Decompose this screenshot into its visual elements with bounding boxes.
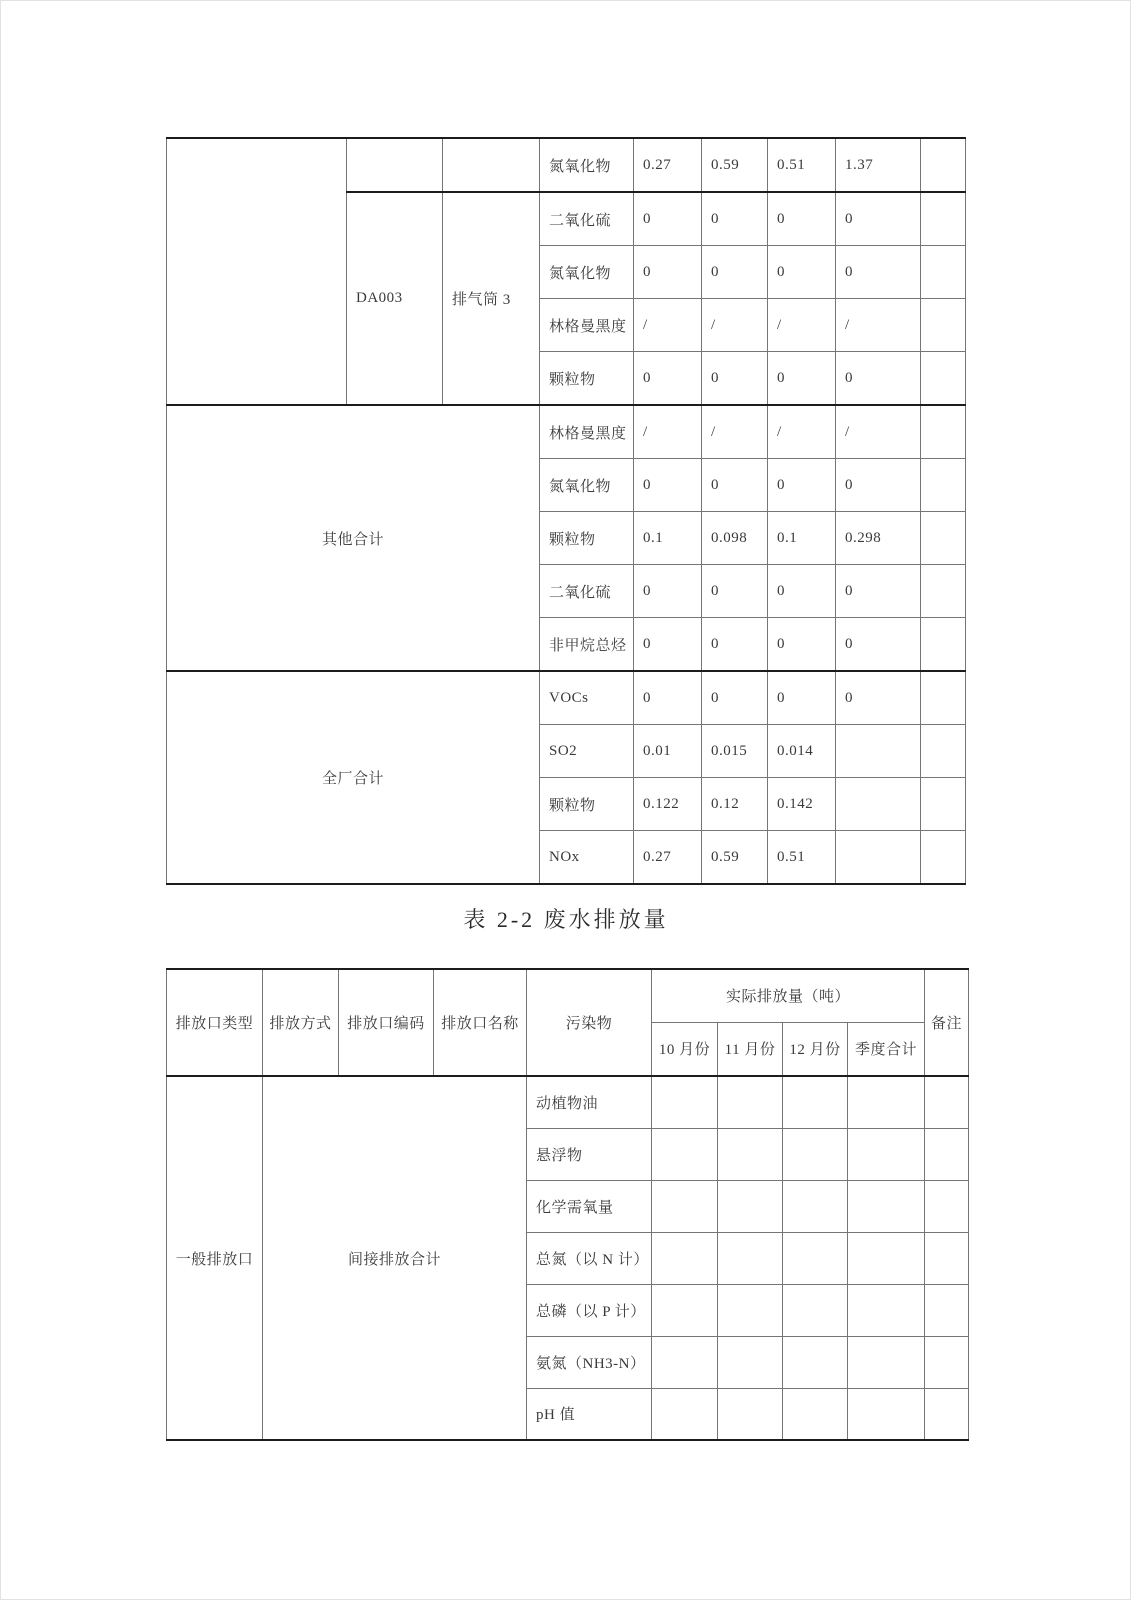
pollutant-cell: 总磷（以 P 计） xyxy=(527,1284,652,1336)
header-month-dec: 12 月份 xyxy=(783,1022,848,1076)
value-cell: 0.59 xyxy=(702,138,768,192)
remark-cell xyxy=(921,138,966,192)
remark-cell xyxy=(925,1128,969,1180)
value-cell: 0 xyxy=(836,192,921,246)
outlet-code-cell: DA003 xyxy=(347,192,443,405)
value-cell: / xyxy=(702,299,768,352)
value-cell xyxy=(718,1388,783,1440)
value-cell xyxy=(783,1284,848,1336)
value-cell: 0.27 xyxy=(634,831,702,885)
value-cell: 0 xyxy=(634,565,702,618)
value-cell: 0 xyxy=(836,565,921,618)
value-cell: 0 xyxy=(836,352,921,406)
value-cell xyxy=(652,1128,718,1180)
value-cell xyxy=(652,1388,718,1440)
value-cell xyxy=(848,1336,925,1388)
value-cell: 0 xyxy=(634,192,702,246)
header-outlet-code: 排放口编码 xyxy=(339,969,434,1076)
remark-cell xyxy=(925,1284,969,1336)
value-cell xyxy=(848,1388,925,1440)
value-cell xyxy=(836,778,921,831)
pollutant-cell: 颗粒物 xyxy=(540,778,634,831)
outlet-type-cell xyxy=(167,138,347,405)
value-cell: 0 xyxy=(768,565,836,618)
remark-cell xyxy=(921,512,966,565)
pollutant-cell: 非甲烷总烃 xyxy=(540,618,634,672)
value-cell: / xyxy=(768,299,836,352)
pollutant-cell: 颗粒物 xyxy=(540,512,634,565)
value-cell: / xyxy=(634,299,702,352)
value-cell: 0 xyxy=(768,352,836,406)
wastewater-emission-table xyxy=(166,968,969,1441)
value-cell: 0.01 xyxy=(634,725,702,778)
value-cell: 0 xyxy=(702,565,768,618)
header-actual-emission: 实际排放量（吨） xyxy=(652,969,925,1022)
header-quarter-total: 季度合计 xyxy=(848,1022,925,1076)
value-cell: 0.014 xyxy=(768,725,836,778)
value-cell: 0.098 xyxy=(702,512,768,565)
total-label-cell: 间接排放合计 xyxy=(263,1076,527,1440)
pollutant-cell: 林格曼黑度 xyxy=(540,299,634,352)
pollutant-cell: 动植物油 xyxy=(527,1076,652,1128)
value-cell: 0 xyxy=(768,671,836,725)
pollutant-cell: 化学需氧量 xyxy=(527,1180,652,1232)
value-cell: 0 xyxy=(836,671,921,725)
remark-cell xyxy=(921,299,966,352)
header-month-nov: 11 月份 xyxy=(718,1022,783,1076)
value-cell: 0 xyxy=(836,246,921,299)
value-cell xyxy=(783,1180,848,1232)
remark-cell xyxy=(921,459,966,512)
value-cell: 0 xyxy=(702,459,768,512)
value-cell: 0.51 xyxy=(768,138,836,192)
value-cell: 0 xyxy=(702,246,768,299)
pollutant-cell: 悬浮物 xyxy=(527,1128,652,1180)
table-row xyxy=(167,671,966,725)
value-cell: 0.142 xyxy=(768,778,836,831)
value-cell: 0 xyxy=(836,459,921,512)
value-cell: 0 xyxy=(768,459,836,512)
pollutant-cell: 氨氮（NH3-N） xyxy=(527,1336,652,1388)
value-cell xyxy=(848,1180,925,1232)
remark-cell xyxy=(921,405,966,459)
value-cell: 0 xyxy=(836,618,921,672)
value-cell: 0.298 xyxy=(836,512,921,565)
header-remark: 备注 xyxy=(925,969,969,1076)
value-cell xyxy=(718,1232,783,1284)
value-cell xyxy=(848,1128,925,1180)
pollutant-cell: 林格曼黑度 xyxy=(540,405,634,459)
remark-cell xyxy=(921,192,966,246)
value-cell: / xyxy=(836,299,921,352)
pollutant-cell: NOx xyxy=(540,831,634,885)
value-cell xyxy=(718,1336,783,1388)
outlet-name-cell xyxy=(443,138,540,192)
remark-cell xyxy=(921,618,966,672)
value-cell: 0 xyxy=(634,459,702,512)
value-cell: / xyxy=(634,405,702,459)
value-cell xyxy=(783,1076,848,1128)
value-cell xyxy=(848,1232,925,1284)
value-cell: 0.51 xyxy=(768,831,836,885)
value-cell: 0 xyxy=(634,671,702,725)
remark-cell xyxy=(921,246,966,299)
value-cell xyxy=(652,1284,718,1336)
value-cell: 0 xyxy=(768,246,836,299)
remark-cell xyxy=(921,565,966,618)
remark-cell xyxy=(921,725,966,778)
value-cell: 0 xyxy=(768,192,836,246)
remark-cell xyxy=(921,352,966,406)
remark-cell xyxy=(925,1336,969,1388)
value-cell xyxy=(783,1232,848,1284)
remark-cell xyxy=(925,1388,969,1440)
pollutant-cell: 颗粒物 xyxy=(540,352,634,406)
header-outlet-name: 排放口名称 xyxy=(434,969,527,1076)
total-label-cell: 全厂合计 xyxy=(167,671,540,884)
value-cell xyxy=(718,1076,783,1128)
header-pollutant: 污染物 xyxy=(527,969,652,1076)
value-cell: 0.015 xyxy=(702,725,768,778)
value-cell: 0 xyxy=(702,671,768,725)
pollutant-cell: 氮氧化物 xyxy=(540,246,634,299)
value-cell xyxy=(836,725,921,778)
remark-cell xyxy=(921,671,966,725)
header-outlet-type: 排放口类型 xyxy=(167,969,263,1076)
remark-cell xyxy=(925,1232,969,1284)
value-cell: 0 xyxy=(634,618,702,672)
value-cell xyxy=(718,1284,783,1336)
value-cell: 0.59 xyxy=(702,831,768,885)
value-cell: / xyxy=(768,405,836,459)
pollutant-cell: VOCs xyxy=(540,671,634,725)
value-cell: 0 xyxy=(702,192,768,246)
value-cell xyxy=(652,1232,718,1284)
value-cell: 0 xyxy=(634,352,702,406)
value-cell: / xyxy=(836,405,921,459)
table-row xyxy=(167,138,966,192)
remark-cell xyxy=(925,1180,969,1232)
pollutant-cell: 总氮（以 N 计） xyxy=(527,1232,652,1284)
outlet-name-cell: 排气筒 3 xyxy=(443,192,540,405)
value-cell: 1.37 xyxy=(836,138,921,192)
pollutant-cell: 二氧化硫 xyxy=(540,565,634,618)
outlet-code-cell xyxy=(347,138,443,192)
value-cell: 0 xyxy=(634,246,702,299)
total-label-cell: 其他合计 xyxy=(167,405,540,671)
value-cell xyxy=(848,1076,925,1128)
value-cell xyxy=(718,1180,783,1232)
remark-cell xyxy=(921,778,966,831)
value-cell: 0 xyxy=(768,618,836,672)
value-cell: 0.12 xyxy=(702,778,768,831)
value-cell xyxy=(783,1128,848,1180)
value-cell xyxy=(783,1336,848,1388)
outlet-type-cell: 一般排放口 xyxy=(167,1076,263,1440)
value-cell xyxy=(836,831,921,885)
table-row xyxy=(167,1076,969,1128)
value-cell: 0.1 xyxy=(634,512,702,565)
air-emission-table-continued xyxy=(166,137,966,885)
pollutant-cell: pH 值 xyxy=(527,1388,652,1440)
value-cell: 0.1 xyxy=(768,512,836,565)
table-row xyxy=(167,405,966,459)
pollutant-cell: SO2 xyxy=(540,725,634,778)
value-cell xyxy=(783,1388,848,1440)
value-cell: 0.122 xyxy=(634,778,702,831)
value-cell: / xyxy=(702,405,768,459)
value-cell xyxy=(652,1180,718,1232)
remark-cell xyxy=(921,831,966,885)
table-2-2-title: 表 2-2 废水排放量 xyxy=(463,907,669,932)
header-discharge-mode: 排放方式 xyxy=(263,969,339,1076)
value-cell: 0.27 xyxy=(634,138,702,192)
remark-cell xyxy=(925,1076,969,1128)
header-month-oct: 10 月份 xyxy=(652,1022,718,1076)
pollutant-cell: 氮氧化物 xyxy=(540,138,634,192)
value-cell xyxy=(652,1336,718,1388)
pollutant-cell: 氮氧化物 xyxy=(540,459,634,512)
value-cell xyxy=(718,1128,783,1180)
value-cell xyxy=(848,1284,925,1336)
table-row xyxy=(167,969,969,1022)
pollutant-cell: 二氧化硫 xyxy=(540,192,634,246)
value-cell: 0 xyxy=(702,352,768,406)
value-cell xyxy=(652,1076,718,1128)
value-cell: 0 xyxy=(702,618,768,672)
